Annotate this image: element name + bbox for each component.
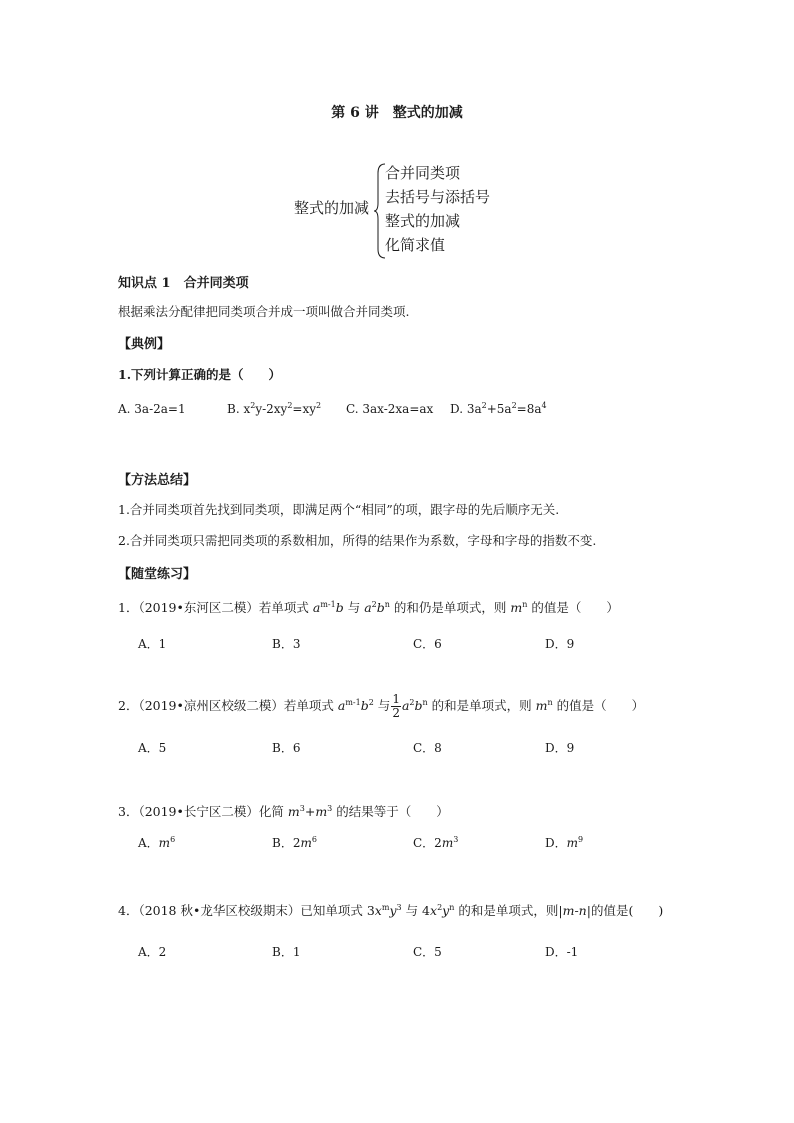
method-heading: 【方法总结】	[118, 473, 197, 488]
practice-question-4: 4．（2018 秋•龙华区校级期末）已知单项式 $3x^my^3$ 与 $4x^2y^n$ 的和是单项式，则|m-n|的值是( )	[118, 903, 664, 918]
practice-question-1: 1．（2019•东河区二模）若单项式 $a^{m-1}b$ 与 $a^2b^n$ 的和仍是单项式，则 $m^n$ 的值是（ ）	[118, 600, 619, 615]
example-question: 1.下列计算正确的是（ ）	[118, 367, 282, 382]
q4-option-a: A．2	[138, 945, 167, 959]
example-option-d: D. $3a^2+5a^2=8a^4$	[450, 401, 547, 416]
outline-root: 整式的加减	[294, 199, 370, 217]
fraction-one-half: $\frac{1}{2}$	[392, 692, 400, 720]
q2-option-d: D．9	[545, 741, 575, 755]
q4-option-b: B．1	[272, 945, 301, 959]
practice-question-3: 3．（2019•长宁区二模）化简 $m^3+m^3$ 的结果等于（ ）	[118, 804, 449, 819]
q3-option-a: A．$m^6$	[138, 835, 176, 850]
q2-option-a: A．5	[138, 741, 167, 755]
q3-option-b: B．$2m^6$	[272, 835, 317, 850]
outline-item: 化简求值	[385, 236, 446, 254]
outline-item: 去括号与添括号	[385, 188, 491, 206]
q4-option-c: C．5	[413, 945, 442, 959]
example-heading: 【典例】	[118, 337, 171, 352]
q1-option-d: D．9	[545, 637, 575, 651]
lecture-topic: 整式的加减	[392, 105, 463, 121]
example-option-c: C. 3ax-2xa=ax	[346, 402, 434, 416]
outline-item: 整式的加减	[385, 212, 461, 230]
practice-heading: 【随堂练习】	[118, 567, 197, 582]
q1-option-c: C．6	[413, 637, 442, 651]
q4-option-d: D．-1	[545, 945, 579, 959]
practice-question-2: 2．（2019•凉州区校级二模）若单项式 $a^{m-1}b^2$ 与 $\frac{1}{2}$ $a^2b^n$ 的和是单项式，则 $m^n$ 的值是（ ）	[118, 692, 645, 720]
method-line-1: 1.合并同类项首先找到同类项，即满足两个“相同”的项，跟字母的先后顺序无关.	[118, 502, 560, 517]
example-option-b: B. $x^2y-2xy^2=xy^2$	[227, 401, 322, 416]
page-title	[0, 102, 794, 122]
example-option-a: A. 3a-2a=1	[118, 402, 186, 416]
outline-item: 合并同类项	[385, 164, 461, 182]
lecture-number: 第 6 讲	[331, 105, 379, 121]
definition-text: 根据乘法分配律把同类项合并成一项叫做合并同类项.	[118, 304, 410, 319]
knowledge-point-heading: 知识点 1 合并同类项	[118, 276, 249, 291]
q1-option-b: B．3	[272, 637, 301, 651]
q2-option-c: C．8	[413, 741, 442, 755]
q3-option-c: C．$2m^3$	[413, 835, 459, 850]
q2-option-b: B．6	[272, 741, 301, 755]
method-line-2: 2.合并同类项只需把同类项的系数相加，所得的结果作为系数，字母和字母的指数不变.	[118, 533, 597, 548]
q3-option-d: D．$m^9$	[545, 835, 584, 850]
q1-option-a: A．1	[138, 637, 167, 651]
absolute-value-expression: |m-n|	[558, 903, 591, 918]
